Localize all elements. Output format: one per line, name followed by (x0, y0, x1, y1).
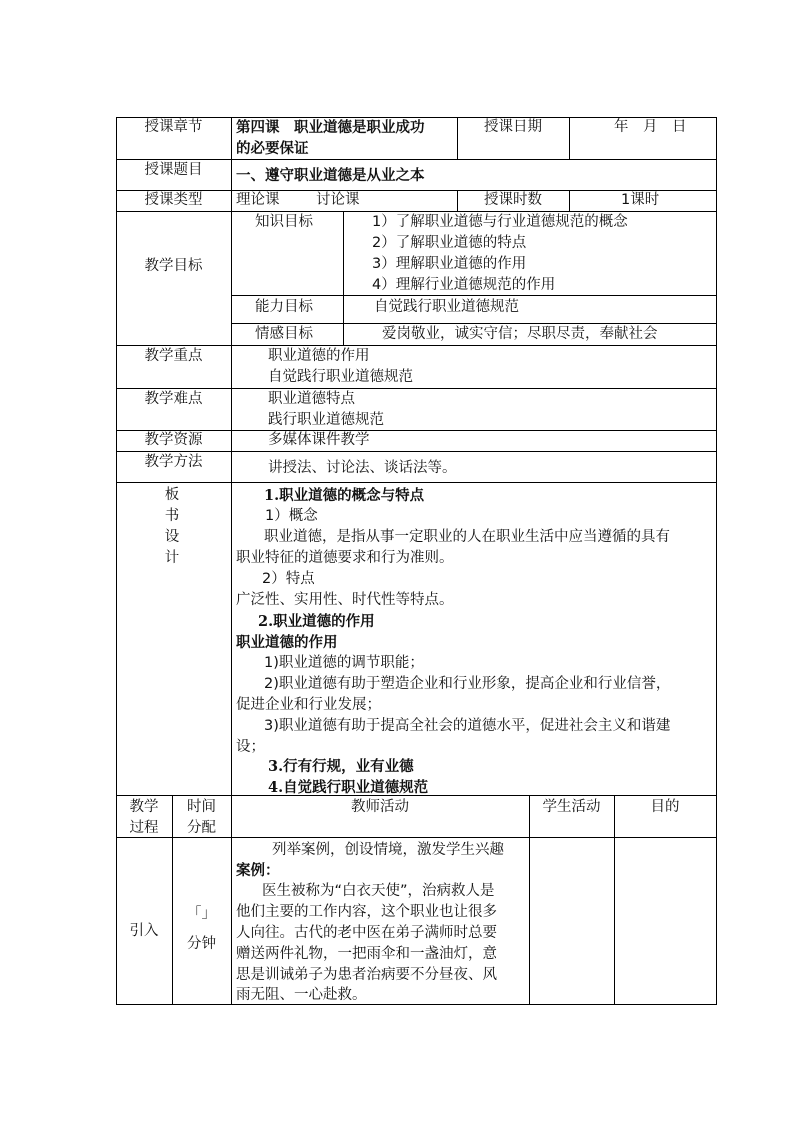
board-paragraph-line: 职业特征的道德要求和行为准则。 (236, 550, 454, 566)
case-line: 思是训诫弟子为患者治病要不分昼夜、风 (236, 967, 497, 983)
case-line: 赠送两件礼物，一把雨伞和一盏油灯，意 (236, 946, 497, 962)
methods-label: 教学方法 (144, 454, 203, 470)
intro-stage: 引入 (129, 923, 159, 939)
intro-time: 分钟 (187, 936, 216, 952)
board-paragraph-line: 职业道德，是指从事一定职业的人在职业生活中应当遵循的具有 (264, 529, 670, 545)
board-label-char: 计 (164, 550, 180, 566)
key-point-line: 职业道德的作用 (268, 348, 370, 364)
ability-goal-label: 能力目标 (255, 299, 313, 315)
intro-lead: 列举案例，创设情境，激发学生兴趣 (272, 842, 504, 858)
board-label-char: 书 (164, 508, 180, 524)
knowledge-goal-item: 1）了解职业道德与行业道德规范的概念 (372, 214, 628, 230)
date-value: 年 月 日 (614, 119, 687, 135)
key-point-line: 自觉践行职业道德规范 (268, 369, 413, 385)
type-label: 授课类型 (144, 192, 203, 208)
board-paragraph-line: 广泛性、实用性、时代性等特点。 (236, 592, 454, 608)
ability-goal-value: 自觉践行职业道德规范 (374, 299, 519, 315)
knowledge-goal-label: 知识目标 (255, 214, 313, 230)
hours-label: 授课时数 (484, 192, 542, 208)
case-line: 雨无阻、一心赴救。 (236, 987, 367, 1003)
process-col-goal: 目的 (650, 799, 680, 815)
board-label-char: 板 (164, 487, 180, 503)
row-line (116, 482, 717, 483)
goals-label: 教学目标 (144, 258, 203, 274)
col-line (231, 117, 232, 795)
hours-value: 1课时 (621, 192, 660, 208)
intro-time: 「」 (187, 906, 216, 922)
board-role-line: 2)职业道德有助于塑造企业和行业形象，提高企业和行业信誉， (264, 676, 671, 692)
board-role-line: 1)职业道德的调节职能； (264, 655, 424, 671)
knowledge-goal-item: 3）理解职业道德的作用 (372, 256, 527, 272)
chapter-value-line2: 的必要保证 (236, 140, 309, 157)
board-sub-1: 1）概念 (265, 508, 318, 524)
case-line: 人向往。古代的老中医在弟子满师时总要 (236, 925, 497, 941)
difficulties-label: 教学难点 (144, 391, 203, 407)
board-heading-3: 3.行有行规，业有业德 (268, 758, 414, 775)
process-col-time: 分配 (187, 820, 216, 836)
table-border-right (716, 117, 717, 1005)
process-col-student: 学生活动 (542, 799, 601, 815)
board-role-line: 设； (236, 739, 265, 755)
col-line (231, 795, 232, 1004)
type-value-discussion: 讨论课 (316, 192, 360, 208)
key-points-label: 教学重点 (144, 348, 203, 364)
col-line (343, 211, 344, 345)
case-line: 他们主要的工作内容，这个职业也让很多 (236, 904, 497, 920)
case-label: 案例： (236, 862, 280, 879)
knowledge-goal-item: 2）了解职业道德的特点 (372, 235, 527, 251)
type-value-theory: 理论课 (236, 192, 280, 208)
chapter-value-line1: 第四课 职业道德是职业成功 (236, 119, 425, 136)
board-role-line: 3)职业道德有助于提高全社会的道德水平，促进社会主义和谐建 (264, 718, 671, 734)
date-label: 授课日期 (484, 119, 542, 135)
topic-value: 一、遵守职业道德是从业之本 (236, 167, 425, 184)
col-line (569, 117, 570, 159)
emotion-goal-value: 爱岗敬业，诚实守信；尽职尽责，奉献社会 (382, 326, 658, 342)
emotion-goal-label: 情感目标 (255, 326, 313, 342)
resources-value: 多媒体课件教学 (268, 432, 370, 448)
board-heading-1: 1.职业道德的概念与特点 (264, 487, 425, 504)
board-heading-4: 4.自觉践行职业道德规范 (268, 779, 429, 796)
process-col-stage: 教学 (129, 799, 159, 815)
board-heading-2: 2.职业道德的作用 (258, 613, 375, 630)
board-role-line: 促进企业和行业发展； (236, 697, 381, 713)
table-border-left (116, 117, 117, 1005)
process-col-teacher: 教师活动 (351, 799, 409, 815)
col-line (569, 190, 570, 211)
process-col-stage: 过程 (129, 820, 159, 836)
case-line: 医生被称为“白衣天使”，治病救人是 (262, 883, 495, 899)
resources-label: 教学资源 (144, 432, 203, 448)
process-col-time: 时间 (187, 799, 216, 815)
table-border-bottom (116, 1004, 717, 1005)
col-line (529, 795, 530, 1004)
board-sub-2: 2）特点 (262, 571, 315, 587)
difficulty-line: 践行职业道德规范 (268, 412, 384, 428)
chapter-label: 授课章节 (144, 119, 203, 135)
board-label-char: 设 (164, 529, 180, 545)
col-line (614, 795, 615, 1004)
topic-label: 授课题目 (144, 162, 203, 178)
knowledge-goal-item: 4）理解行业道德规范的作用 (372, 277, 556, 293)
difficulty-line: 职业道德特点 (268, 391, 355, 407)
methods-value: 讲授法、讨论法、谈话法等。 (268, 460, 457, 476)
board-heading-2b: 职业道德的作用 (236, 634, 338, 651)
